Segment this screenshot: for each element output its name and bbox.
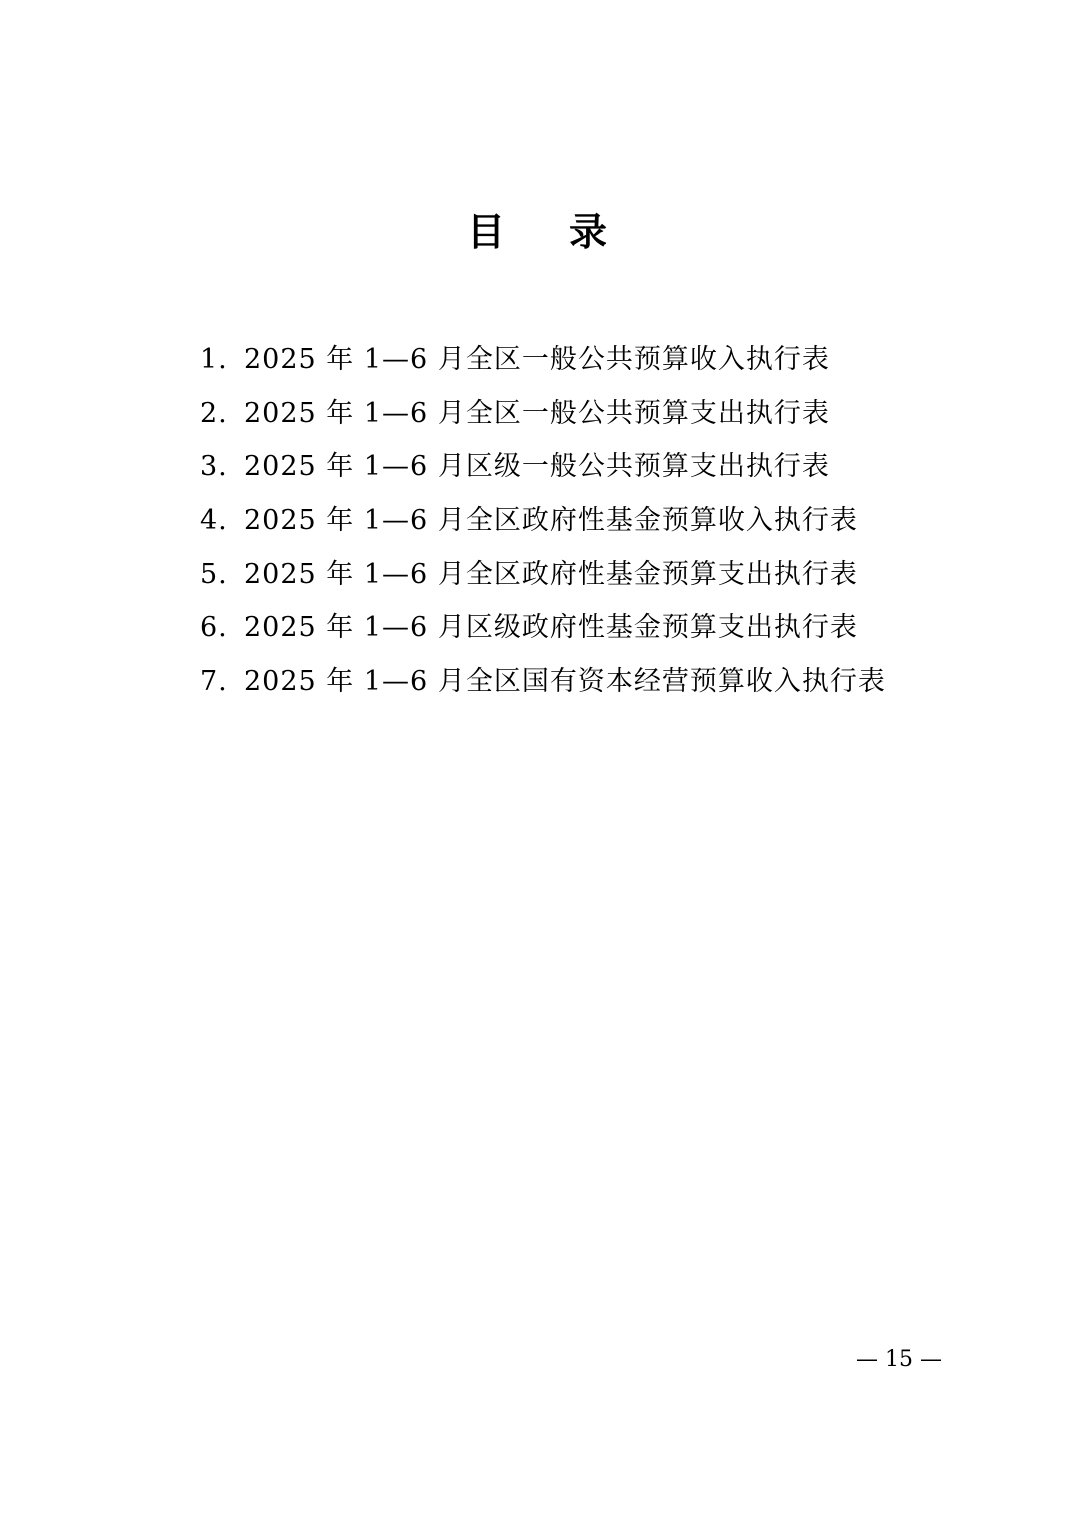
toc-item-2	[200, 391, 886, 445]
toc-item-1	[200, 337, 886, 391]
title-char-1: 目	[466, 210, 505, 254]
toc-item-number: 7.	[200, 666, 228, 698]
page-number: — 15 —	[856, 1347, 942, 1372]
toc-item-number: 3.	[200, 451, 228, 483]
page-title	[0, 204, 1074, 260]
toc-item-number: 2.	[200, 397, 228, 429]
toc-item-text: 2025 年 1—6 月区级政府性基金预算支出执行表	[244, 612, 858, 644]
toc-item-text: 2025 年 1—6 月全区政府性基金预算收入执行表	[244, 505, 858, 537]
toc-item-number: 5.	[200, 558, 228, 590]
toc-item-number: 1.	[200, 344, 228, 375]
toc-item-6	[200, 605, 886, 659]
toc-item-text: 2025 年 1—6 月全区政府性基金预算支出执行表	[244, 558, 858, 590]
toc-item-7	[200, 659, 886, 713]
title-char-2: 录	[569, 210, 608, 254]
table-of-contents	[200, 337, 886, 713]
toc-item-4	[200, 498, 886, 552]
toc-item-number: 6.	[200, 612, 228, 644]
toc-item-text: 2025 年 1—6 月全区国有资本经营预算收入执行表	[244, 666, 886, 698]
toc-item-text: 2025 年 1—6 月全区一般公共预算收入执行表	[244, 344, 830, 375]
toc-item-number: 4.	[200, 505, 228, 537]
toc-item-5	[200, 552, 886, 606]
toc-item-3	[200, 444, 886, 498]
toc-item-text: 2025 年 1—6 月区级一般公共预算支出执行表	[244, 451, 830, 483]
toc-item-text: 2025 年 1—6 月全区一般公共预算支出执行表	[244, 397, 830, 429]
